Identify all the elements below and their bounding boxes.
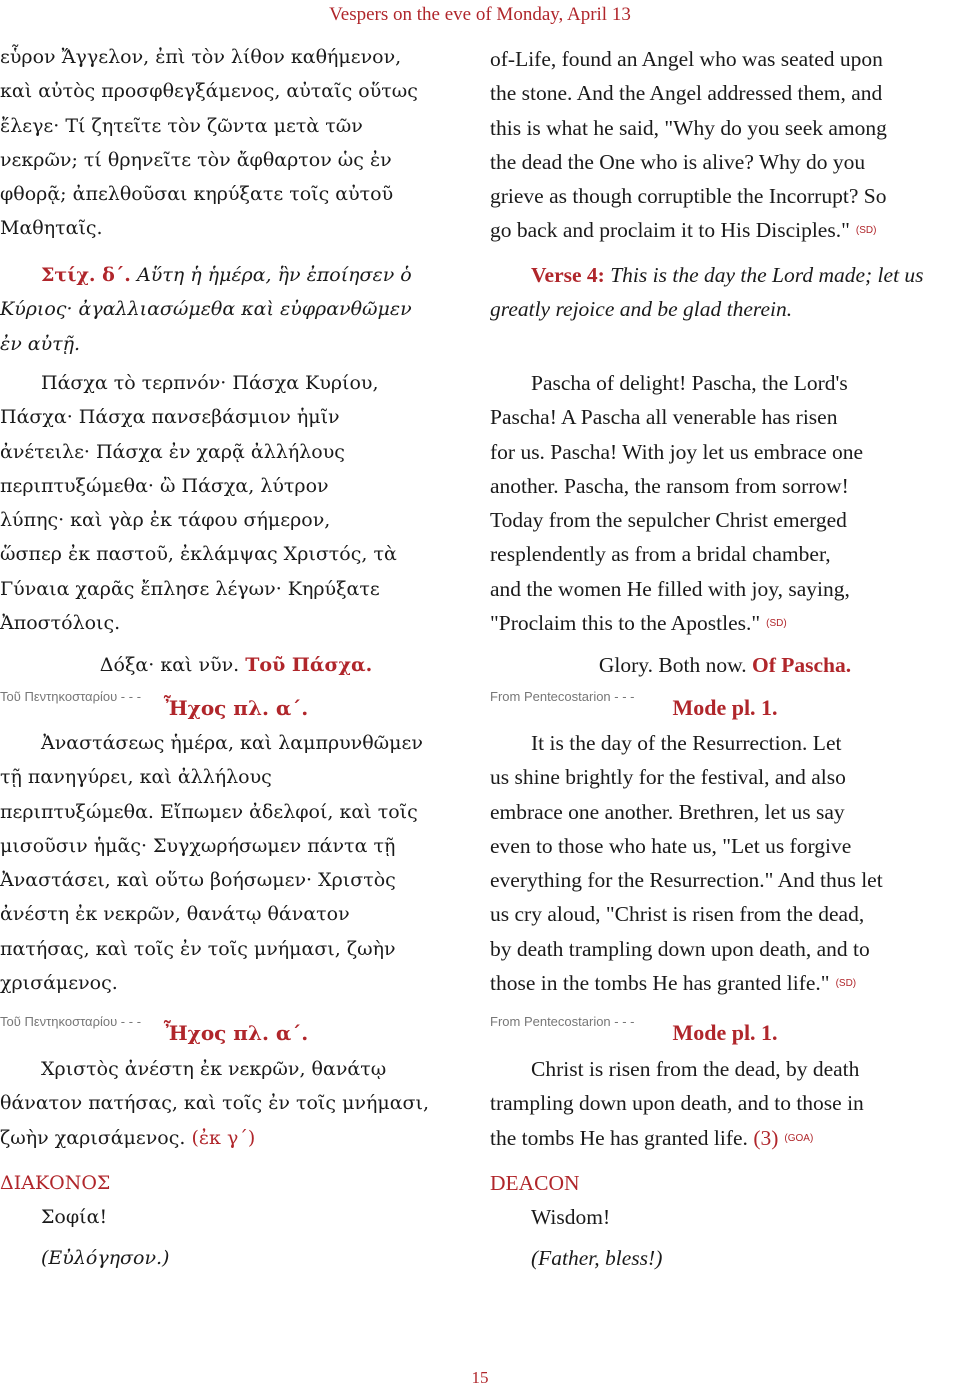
greek-paragraph-4 xyxy=(0,1052,472,1155)
text-line: us shine brightly for the festival, and also xyxy=(490,765,846,790)
text-line: εὗρον Ἄγγελον, ἐπὶ τὸν λίθον καθήμενον, xyxy=(0,46,402,68)
text-line: embrace one another. Brethren, let us say xyxy=(490,799,845,824)
text-line: Christ is risen from the dead, by death xyxy=(531,1057,860,1081)
text-line: περιπτυξώμεθα· ὢ Πάσχα, λύτρον xyxy=(0,474,329,497)
text-line: χρισάμενος. xyxy=(0,972,118,995)
text-line: Ἀναστάσεως ἡμέρα, καὶ λαμπρυνθῶμεν xyxy=(41,732,423,754)
verse-label: Στίχ. δ΄. xyxy=(41,264,131,286)
text-line: the dead the One who is alive? Why do you xyxy=(490,149,866,174)
text-line: Pascha of delight! Pascha, the Lord's xyxy=(531,371,848,395)
repeat-marker: (ἐκ γ΄) xyxy=(191,1126,256,1149)
english-wisdom: Wisdom! xyxy=(531,1205,611,1229)
english-paragraph-4 xyxy=(490,1052,960,1156)
greek-verse xyxy=(0,258,472,361)
text-line: λύπης· καὶ γὰρ ἐκ τάφου σήμερον, xyxy=(0,509,331,532)
greek-mode-2: Ἦχος πλ. α΄. xyxy=(163,1021,309,1045)
verse-text: Κύριος· ἀγαλλιασώμεθα καὶ εὐφρανθῶμεν xyxy=(0,298,412,321)
english-paragraph-3 xyxy=(490,726,960,1001)
text-line: those in the tombs He has granted life." xyxy=(490,971,830,996)
text-line: Today from the sepulcher Christ emerged xyxy=(490,508,847,533)
text-line: resplendently as from a bridal chamber, xyxy=(490,542,831,567)
text-line: even to those who hate us, "Let us forgive xyxy=(490,833,852,858)
text-line: μισοῦσιν ἡμᾶς· Συγχωρήσωμεν πάντα τῇ xyxy=(0,834,396,857)
doxa-text: Δόξα· καὶ νῦν. xyxy=(99,654,240,676)
greek-bless: (Εὐλόγησον.) xyxy=(41,1247,170,1269)
text-line: Πάσχα τὸ τερπνόν· Πάσχα Κυρίου, xyxy=(41,372,379,394)
greek-paragraph-3 xyxy=(0,726,472,1000)
text-line: καὶ αὐτὸς προσφθεγξάμενος, αὐταῖς οὕτως xyxy=(0,80,418,103)
text-line: us cry aloud, "Christ is risen from the dead, xyxy=(490,902,865,927)
doxa-red-text: Τοῦ Πάσχα. xyxy=(245,654,373,676)
text-line: Ἀναστάσει, καὶ οὕτω βοήσωμεν· Χριστὸς xyxy=(0,869,396,892)
english-mode-2: Mode pl. 1. xyxy=(672,1020,778,1045)
english-glory xyxy=(490,648,960,682)
text-line: "Proclaim this to the Apostles." xyxy=(490,611,761,636)
english-paragraph-1 xyxy=(490,42,960,249)
greek-source-2: Τοῦ Πεντηκοσταρίου - - - xyxy=(0,1014,142,1029)
text-line: of-Life, found an Angel who was seated upon xyxy=(490,47,883,71)
text-line: ἀνέστη ἐκ νεκρῶν, θανάτῳ θάνατον xyxy=(0,903,350,926)
verse-text: ἐν αὐτῇ. xyxy=(0,332,81,355)
text-line: Πάσχα· Πάσχα πανσεβάσμιον ἡμῖν xyxy=(0,406,340,429)
glory-text: Glory. Both now. xyxy=(598,653,747,677)
text-line: trampling down upon death, and to those in xyxy=(490,1091,864,1116)
text-line: go back and proclaim it to His Disciples." xyxy=(490,218,850,243)
text-line: ἀνέτειλε· Πάσχα ἐν χαρᾷ ἀλλήλους xyxy=(0,440,345,463)
english-deacon-label: DEACON xyxy=(490,1171,580,1195)
repeat-marker: (3) xyxy=(753,1125,779,1150)
text-line: the stone. And the Angel addressed them, and xyxy=(490,81,883,106)
text-line: grieve as though corruptible the Incorrupt? So xyxy=(490,184,887,209)
text-line: Ἀποστόλοις. xyxy=(0,612,121,635)
english-paragraph-2 xyxy=(490,366,960,641)
page-header: Vespers on the eve of Monday, April 13 xyxy=(329,4,631,25)
text-line: ἔλεγε· Τί ζητεῖτε τὸν ζῶντα μετὰ τῶν xyxy=(0,114,363,137)
text-line: Μαθηταῖς. xyxy=(0,217,103,240)
verse-text: Αὕτη ἡ ἡμέρα, ἣν ἐποίησεν ὁ xyxy=(136,264,412,286)
text-line: Pascha! A Pascha all venerable has risen xyxy=(490,405,838,430)
source-note: (SD) xyxy=(766,618,787,630)
text-line: περιπτυξώμεθα. Εἴπωμεν ἀδελφοί, καὶ τοῖς xyxy=(0,800,418,823)
text-line: θάνατον πατήσας, καὶ τοῖς ἐν τοῖς μνήμασι, xyxy=(0,1092,429,1115)
text-line: ζωὴν χαρισάμενος. xyxy=(0,1126,186,1149)
verse-text: greatly rejoice and be glad therein. xyxy=(490,297,793,322)
text-line: ὥσπερ ἐκ παστοῦ, ἐκλάμψας Χριστός, τὰ xyxy=(0,543,397,566)
english-verse xyxy=(490,258,960,327)
text-line: πατήσας, καὶ τοῖς ἐν τοῖς μνήμασι, ζωὴν xyxy=(0,937,396,960)
text-line: τῇ πανηγύρει, καὶ ἀλλήλους xyxy=(0,766,272,789)
text-line: another. Pascha, the ransom from sorrow! xyxy=(490,473,849,498)
english-mode-1: Mode pl. 1. xyxy=(672,695,778,720)
text-line: Γύναια χαρᾶς ἔπλησε λέγων· Κηρύξατε xyxy=(0,577,380,600)
text-line: νεκρῶν; τί θρηνεῖτε τὸν ἄφθαρτον ὡς ἐν xyxy=(0,148,392,171)
greek-paragraph-1 xyxy=(0,40,472,246)
greek-mode-1: Ἦχος πλ. α΄. xyxy=(163,696,309,720)
greek-doxa xyxy=(0,648,472,682)
text-line: and the women He filled with joy, saying, xyxy=(490,576,850,601)
text-line: the tombs He has granted life. xyxy=(490,1125,748,1150)
source-note: (SD) xyxy=(835,978,857,990)
english-source-2: From Pentecostarion - - - xyxy=(490,1014,635,1029)
text-line: φθορᾷ; ἀπελθοῦσαι κηρύξατε τοῖς αὐτοῦ xyxy=(0,183,394,206)
text-line: this is what he said, "Why do you seek among xyxy=(490,115,887,140)
verse-text: This is the day the Lord made; let us xyxy=(610,263,924,287)
english-bless: (Father, bless!) xyxy=(531,1246,663,1270)
greek-deacon-label: ΔΙΑΚΟΝΟΣ xyxy=(0,1172,111,1194)
text-line: It is the day of the Resurrection. Let xyxy=(531,731,842,755)
text-line: Χριστὸς ἀνέστη ἐκ νεκρῶν, θανάτῳ xyxy=(41,1058,387,1080)
english-source-1: From Pentecostarion - - - xyxy=(490,689,635,704)
greek-source-1: Τοῦ Πεντηκοσταρίου - - - xyxy=(0,689,142,704)
glory-red-text: Of Pascha. xyxy=(751,653,852,677)
verse-label: Verse 4: xyxy=(531,263,605,287)
text-line: for us. Pascha! With joy let us embrace one xyxy=(490,439,864,464)
text-line: by death trampling down upon death, and to xyxy=(490,936,870,961)
greek-paragraph-2 xyxy=(0,366,472,640)
greek-wisdom: Σοφία! xyxy=(41,1206,108,1228)
source-note: (SD) xyxy=(855,225,877,237)
source-note: (GOA) xyxy=(784,1132,814,1144)
page-number: 15 xyxy=(471,1368,489,1387)
text-line: everything for the Resurrection." And thus let xyxy=(490,868,883,893)
